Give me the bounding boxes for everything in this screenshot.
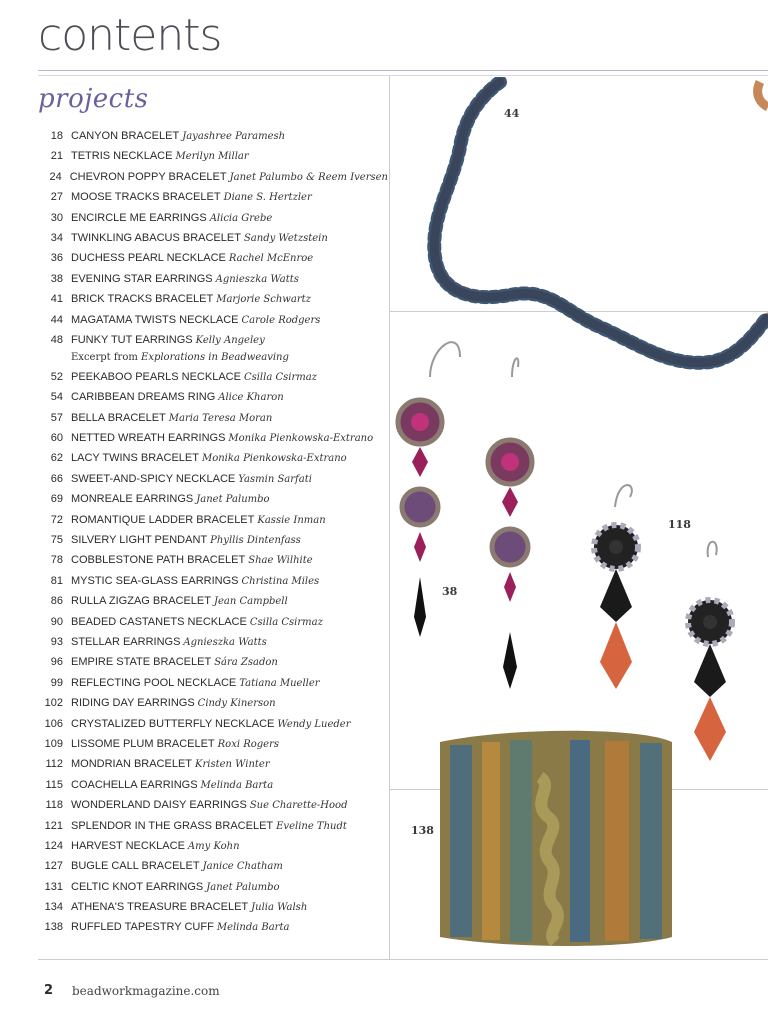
project-author: Sára Zsadon (214, 657, 278, 669)
project-title: PEEKABOO PEARLS NECKLACE (71, 370, 241, 383)
photo-page-label: 38 (442, 585, 458, 598)
toc-page-number: 78 (50, 554, 63, 567)
toc-entry-text (71, 449, 347, 468)
project-title: BELLA BRACELET (71, 411, 166, 424)
project-title: BEADED CASTANETS NECKLACE (71, 615, 247, 628)
project-author: Monika Pienkowska-Extrano (201, 453, 347, 465)
project-author: Sandy Wetzstein (243, 232, 328, 244)
toc-page-number: 75 (50, 534, 63, 547)
toc-entry[interactable] (38, 449, 388, 469)
project-author: Csilla Csirmaz (243, 371, 317, 383)
project-title: RUFFLED TAPESTRY CUFF (71, 921, 214, 934)
toc-entry-text (71, 857, 283, 876)
toc-entry-text (71, 715, 351, 734)
toc-entry-text (71, 127, 285, 146)
evening-star-earrings-image (398, 342, 532, 689)
necklace-strand-top-right (758, 82, 768, 107)
project-title: BUGLE CALL BRACELET (71, 860, 200, 873)
toc-entry-text (71, 572, 319, 591)
photo-page-label: 118 (668, 518, 691, 531)
toc-page-number: 90 (50, 615, 63, 628)
project-author: Christina Miles (241, 575, 320, 587)
toc-page-number: 34 (50, 231, 63, 244)
toc-entry[interactable] (38, 270, 388, 290)
toc-page-number: 66 (50, 472, 63, 485)
footer-rule (38, 959, 768, 960)
toc-page-number: 60 (50, 432, 63, 445)
toc-page-number: 121 (44, 819, 63, 832)
project-author: Csilla Csirmaz (249, 616, 323, 628)
project-author: Phyllis Dintenfass (210, 535, 301, 547)
toc-entry[interactable] (38, 796, 388, 816)
toc-page-number: 41 (50, 293, 63, 306)
project-title: EMPIRE STATE BRACELET (71, 656, 212, 669)
toc-page-number: 99 (50, 676, 63, 689)
project-author: Kristen Winter (195, 759, 270, 771)
project-author: Tatiana Mueller (239, 677, 320, 689)
toc-entry-text (71, 270, 299, 289)
table-of-contents (38, 127, 388, 939)
toc-entry-text (71, 633, 267, 652)
page-number: 2 (44, 983, 54, 998)
toc-page-number: 93 (50, 635, 63, 648)
project-title: LISSOME PLUM BRACELET (71, 737, 215, 750)
toc-entry-text (71, 511, 326, 530)
toc-entry-text (71, 837, 240, 856)
toc-entry-text (70, 168, 388, 187)
toc-page-number: 48 (50, 333, 63, 346)
toc-entry-text (71, 796, 347, 815)
project-title: TETRIS NECKLACE (71, 150, 173, 163)
project-author: Alice Kharon (218, 392, 284, 404)
toc-page-number: 21 (50, 150, 63, 163)
toc-entry-text (71, 470, 312, 489)
project-title: MYSTIC SEA-GLASS EARRINGS (71, 574, 239, 587)
project-title: MAGATAMA TWISTS NECKLACE (71, 313, 239, 326)
project-author: Julia Walsh (251, 902, 308, 914)
toc-entry[interactable] (38, 127, 388, 147)
toc-entry[interactable] (38, 633, 388, 653)
toc-entry-text (71, 209, 272, 228)
toc-page-number: 38 (50, 272, 63, 285)
project-author: Diane S. Hertzler (223, 192, 312, 204)
toc-entry[interactable] (38, 715, 388, 735)
toc-entry-text (71, 551, 313, 570)
toc-entry-text (71, 331, 289, 365)
toc-entry-text (71, 188, 312, 207)
toc-page-number: 115 (45, 778, 63, 791)
toc-entry[interactable] (38, 331, 388, 368)
toc-entry-text (71, 735, 279, 754)
toc-entry-text (71, 613, 323, 632)
toc-entry[interactable] (38, 857, 388, 877)
toc-entry[interactable] (38, 694, 388, 714)
project-author: Carole Rodgers (241, 314, 321, 326)
project-author: Janet Palumbo (206, 881, 280, 893)
toc-page-number: 124 (44, 839, 63, 852)
toc-entry[interactable] (38, 249, 388, 269)
project-author: Melinda Barta (216, 922, 290, 934)
section-label: projects (38, 84, 149, 114)
heading-rule-thin (38, 75, 768, 76)
project-title: RULLA ZIGZAG BRACELET (71, 595, 211, 608)
toc-entry[interactable] (38, 188, 388, 208)
page-heading: contents (38, 10, 222, 61)
magatama-necklace-image (434, 82, 768, 363)
toc-entry-text (71, 755, 270, 774)
project-author: Monika Pienkowska-Extrano (228, 433, 374, 445)
toc-entry-text (71, 898, 307, 917)
project-author: Janice Chatham (202, 861, 283, 873)
project-author: Agnieszka Watts (215, 273, 299, 285)
toc-entry[interactable] (38, 653, 388, 673)
toc-entry-text (71, 776, 273, 795)
project-author: Janet Palumbo & Reem Iversen (229, 171, 388, 183)
toc-page-number: 138 (44, 921, 63, 934)
project-author: Eveline Thudt (276, 820, 347, 832)
toc-entry[interactable] (38, 613, 388, 633)
project-title: NETTED WREATH EARRINGS (71, 432, 226, 445)
toc-entry[interactable] (38, 229, 388, 249)
toc-entry-text (71, 147, 249, 166)
toc-entry[interactable] (38, 776, 388, 796)
project-title: CELTIC KNOT EARRINGS (71, 880, 204, 893)
toc-entry[interactable] (38, 531, 388, 551)
toc-page-number: 52 (50, 370, 63, 383)
toc-page-number: 86 (50, 595, 63, 608)
toc-entry-text (71, 429, 373, 448)
toc-page-number: 62 (50, 452, 63, 465)
project-title: CANYON BRACELET (71, 130, 180, 142)
toc-entry-text (71, 490, 270, 509)
toc-entry[interactable] (38, 511, 388, 531)
toc-entry-text (71, 311, 320, 330)
website-link[interactable]: beadworkmagazine.com (72, 984, 220, 998)
toc-entry[interactable] (38, 674, 388, 694)
project-title: CRYSTALIZED BUTTERFLY NECKLACE (71, 717, 275, 730)
note-book-title: Explorations in Beadweaving (141, 351, 289, 363)
toc-entry-text (71, 817, 347, 836)
project-title: BRICK TRACKS BRACELET (71, 293, 214, 306)
toc-entry-text (71, 388, 284, 407)
toc-entry-text (71, 409, 272, 428)
toc-page-number: 24 (49, 170, 62, 183)
toc-entry[interactable] (38, 551, 388, 571)
toc-page-number: 118 (45, 799, 63, 812)
toc-page-number: 106 (44, 717, 63, 730)
toc-entry[interactable] (38, 168, 388, 188)
project-title: WONDERLAND DAISY EARRINGS (71, 799, 247, 812)
project-author: Jean Campbell (213, 596, 288, 608)
project-author: Marjorie Schwartz (216, 294, 311, 306)
project-title: SPLENDOR IN THE GRASS BRACELET (71, 819, 274, 832)
toc-page-number: 127 (44, 860, 63, 873)
necklace-drops (434, 82, 768, 363)
note-prefix: Excerpt from (71, 351, 138, 363)
project-author: Janet Palumbo (196, 494, 270, 506)
ruffled-tapestry-cuff-image (440, 731, 672, 946)
project-author: Cindy Kinerson (197, 698, 276, 710)
toc-entry[interactable] (38, 898, 388, 918)
project-title: DUCHESS PEARL NECKLACE (71, 252, 226, 265)
project-title: CHEVRON POPPY BRACELET (69, 170, 227, 183)
toc-page-number: 96 (50, 656, 63, 669)
project-author: Kelly Angeley (195, 334, 265, 346)
toc-entry[interactable] (38, 592, 388, 612)
project-title: ENCIRCLE ME EARRINGS (71, 211, 207, 224)
toc-page-number: 69 (50, 493, 63, 506)
project-title: REFLECTING POOL NECKLACE (71, 676, 237, 689)
toc-entry-text (71, 290, 311, 309)
toc-entry[interactable] (38, 290, 388, 310)
toc-page-number: 112 (45, 758, 63, 771)
jewelry-photo-panel (390, 77, 768, 957)
project-title: ATHENA'S TREASURE BRACELET (71, 901, 249, 914)
toc-entry[interactable] (38, 368, 388, 388)
project-title: COACHELLA EARRINGS (71, 778, 198, 791)
project-author: Jayashree Paramesh (182, 131, 286, 142)
photo-page-label: 138 (411, 824, 434, 837)
project-author: Shae Wilhite (248, 555, 313, 567)
toc-entry[interactable] (38, 817, 388, 837)
toc-entry-text (71, 694, 276, 713)
toc-page-number: 102 (44, 697, 63, 710)
project-title: CARIBBEAN DREAMS RING (71, 391, 216, 404)
project-author: Merilyn Millar (175, 151, 249, 163)
toc-page-number: 72 (50, 513, 63, 526)
toc-entry[interactable] (38, 755, 388, 775)
project-title: HARVEST NECKLACE (71, 839, 185, 852)
project-author: Maria Teresa Moran (168, 412, 273, 424)
toc-page-number: 131 (44, 880, 63, 893)
project-title: SWEET-AND-SPICY NECKLACE (71, 472, 236, 485)
toc-entry[interactable] (38, 490, 388, 510)
toc-page-number: 30 (50, 211, 63, 224)
project-note (71, 350, 289, 365)
toc-entry[interactable] (38, 837, 388, 857)
project-author: Agnieszka Watts (183, 636, 267, 648)
toc-entry[interactable] (38, 735, 388, 755)
toc-entry-text (71, 368, 317, 387)
toc-entry[interactable] (38, 409, 388, 429)
project-title: RIDING DAY EARRINGS (71, 697, 195, 710)
toc-page-number: 57 (50, 411, 63, 424)
toc-entry-text (71, 878, 280, 897)
project-title: EVENING STAR EARRINGS (71, 272, 213, 285)
toc-entry-text (71, 229, 328, 248)
project-author: Rachel McEnroe (228, 253, 314, 265)
toc-entry[interactable] (38, 878, 388, 898)
project-author: Alicia Grebe (209, 212, 273, 224)
photo-page-label: 44 (504, 107, 520, 120)
project-author: Sue Charette-Hood (249, 800, 348, 812)
project-title: LACY TWINS BRACELET (71, 452, 199, 465)
toc-page-number: 44 (50, 313, 63, 326)
project-author: Kassie Inman (257, 514, 326, 526)
project-title: MONREALE EARRINGS (71, 493, 194, 506)
toc-entry[interactable] (38, 147, 388, 167)
toc-entry-text (71, 592, 288, 611)
heading-rule (38, 70, 768, 71)
toc-page-number: 36 (50, 252, 63, 265)
toc-entry[interactable] (38, 470, 388, 490)
project-title: ROMANTIQUE LADDER BRACELET (71, 513, 255, 526)
project-title: TWINKLING ABACUS BRACELET (71, 231, 241, 244)
project-title: FUNKY TUT EARRINGS (71, 333, 193, 346)
project-title: MOOSE TRACKS BRACELET (71, 191, 221, 204)
toc-page-number: 109 (44, 737, 63, 750)
toc-entry[interactable] (38, 429, 388, 449)
toc-entry[interactable] (38, 388, 388, 408)
project-author: Melinda Barta (200, 779, 274, 791)
toc-entry-text (71, 531, 301, 550)
project-author: Wendy Lueder (277, 718, 351, 730)
project-author: Roxi Rogers (217, 738, 280, 750)
project-author: Yasmin Sarfati (238, 473, 312, 485)
toc-entry-text (71, 918, 289, 937)
toc-entry-text (71, 653, 278, 672)
toc-entry[interactable] (38, 572, 388, 592)
toc-entry-text (71, 249, 313, 268)
project-title: MONDRIAN BRACELET (71, 758, 193, 771)
toc-page-number: 134 (44, 901, 63, 914)
toc-entry[interactable] (38, 918, 388, 938)
toc-entry[interactable] (38, 209, 388, 229)
toc-page-number: 27 (50, 191, 63, 204)
wonderland-daisy-earrings-image (594, 485, 732, 761)
toc-page-number: 54 (50, 391, 63, 404)
toc-entry-text (71, 674, 320, 693)
toc-entry[interactable] (38, 311, 388, 331)
project-title: COBBLESTONE PATH BRACELET (71, 554, 246, 567)
project-author: Amy Kohn (187, 840, 240, 852)
project-title: SILVERY LIGHT PENDANT (71, 534, 208, 547)
project-title: STELLAR EARRINGS (71, 635, 181, 648)
toc-page-number: 18 (50, 130, 63, 142)
toc-page-number: 81 (50, 574, 63, 587)
